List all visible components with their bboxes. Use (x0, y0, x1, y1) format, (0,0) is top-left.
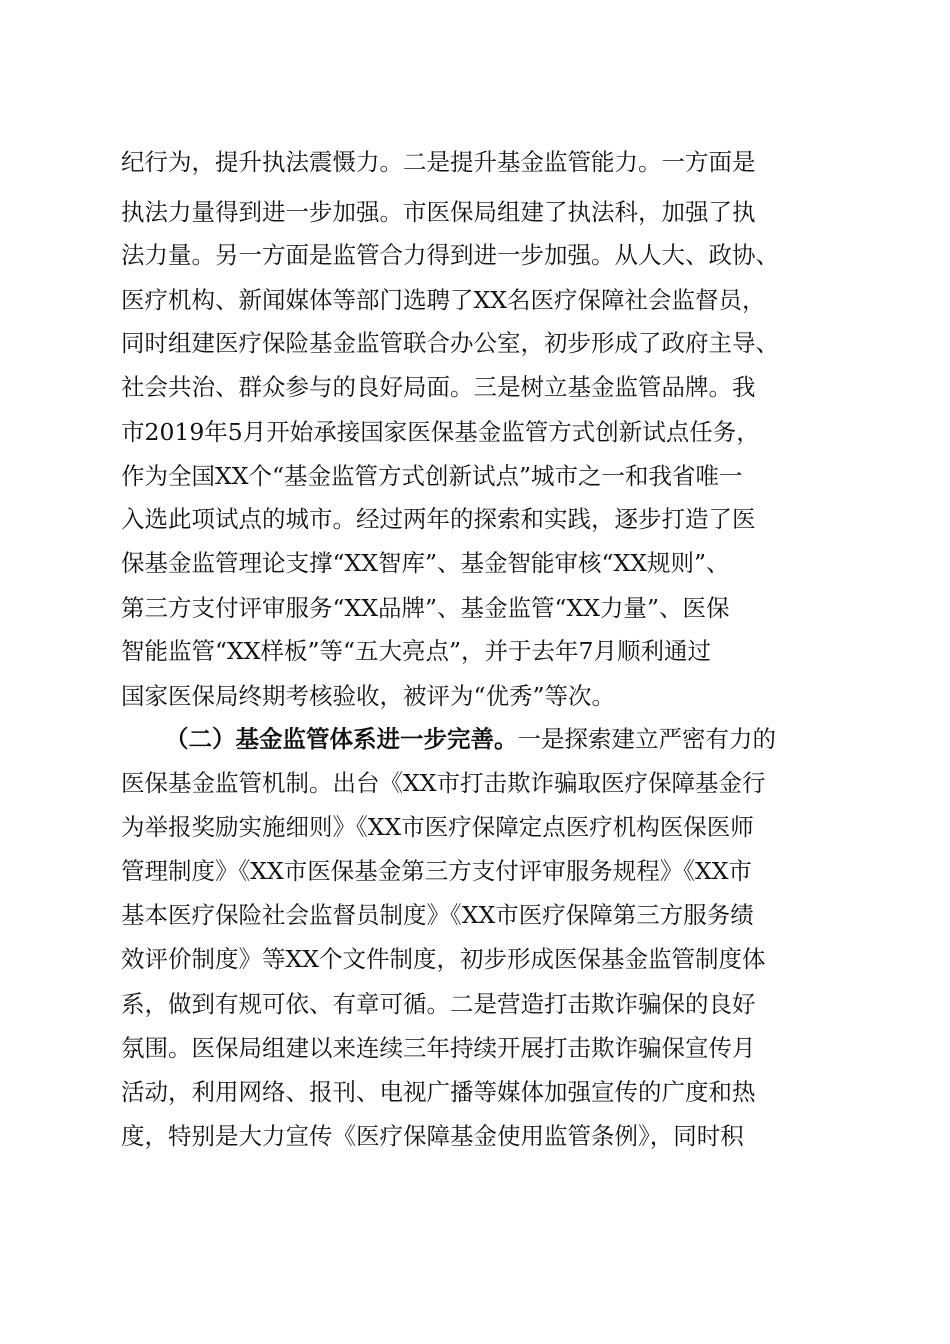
body-text-line: 同时组建医疗保险基金监管联合办公室，初步形成了政府主导、 (121, 329, 779, 357)
section-2-first-line (165, 722, 841, 756)
body-text-line: 纪行为，提升执法震慑力。二是提升基金监管能力。一方面是 (121, 148, 756, 176)
body-text-line: 法力量。另一方面是监管合力得到进一步加强。从人大、政协、 (121, 241, 779, 269)
body-text-run: 一是探索建立严密有力的 (517, 725, 776, 753)
body-text-line: 市2019年5月开始承接国家医保基金监管方式创新试点任务， (121, 418, 760, 446)
body-text-line: 系，做到有规可依、有章可循。二是营造打击欺诈骗保的良好 (121, 990, 756, 1018)
body-text-line: 保基金监管理论支撑“XX智库”、基金智能审核“XX规则”、 (121, 549, 730, 577)
body-text-line: 医保基金监管机制。出台《XX市打击欺诈骗取医疗保障基金行 (121, 769, 766, 797)
body-text-line: 国家医保局终期考核验收，被评为“优秀”等次。 (121, 682, 616, 710)
body-text-line: 执法力量得到进一步加强。市医保局组建了执法科，加强了执 (121, 198, 756, 226)
body-text-line: 氛围。医保局组建以来连续三年持续开展打击欺诈骗保宣传月 (121, 1034, 756, 1062)
body-text-line: 为举报奖励实施细则》《XX市医疗保障定点医疗机构医保医师 (121, 813, 754, 841)
body-text-line: 基本医疗保险社会监督员制度》《XX市医疗保障第三方服务绩 (121, 901, 754, 929)
body-text-line: 效评价制度》等XX个文件制度，初步形成医保基金监管制度体 (121, 945, 766, 973)
body-text-line: 第三方支付评审服务“XX品牌”、基金监管“XX力量”、医保 (121, 594, 730, 622)
body-text-line: 入选此项试点的城市。经过两年的探索和实践，逐步打造了医 (121, 505, 756, 533)
body-text-line: 社会共治、群众参与的良好局面。三是树立基金监管品牌。我 (121, 373, 756, 401)
body-text-line: 管理制度》《XX市医保基金第三方支付评审服务规程》《XX市 (121, 857, 752, 885)
body-text-line: 智能监管“XX样板”等“五大亮点”，并于去年7月顺利通过 (121, 637, 711, 665)
body-text-line: 活动，利用网络、报刊、电视广播等媒体加强宣传的广度和热 (121, 1078, 756, 1106)
body-text-line: 度，特别是大力宣传《医疗保障基金使用监管条例》，同时积 (121, 1122, 744, 1150)
section-heading: （二）基金监管体系进一步完善。 (165, 725, 518, 753)
body-text-line: 医疗机构、新闻媒体等部门选聘了XX名医疗保障社会监督员， (121, 286, 766, 314)
body-text-line: 作为全国XX个“基金监管方式创新试点”城市之一和我省唯一 (121, 462, 743, 490)
